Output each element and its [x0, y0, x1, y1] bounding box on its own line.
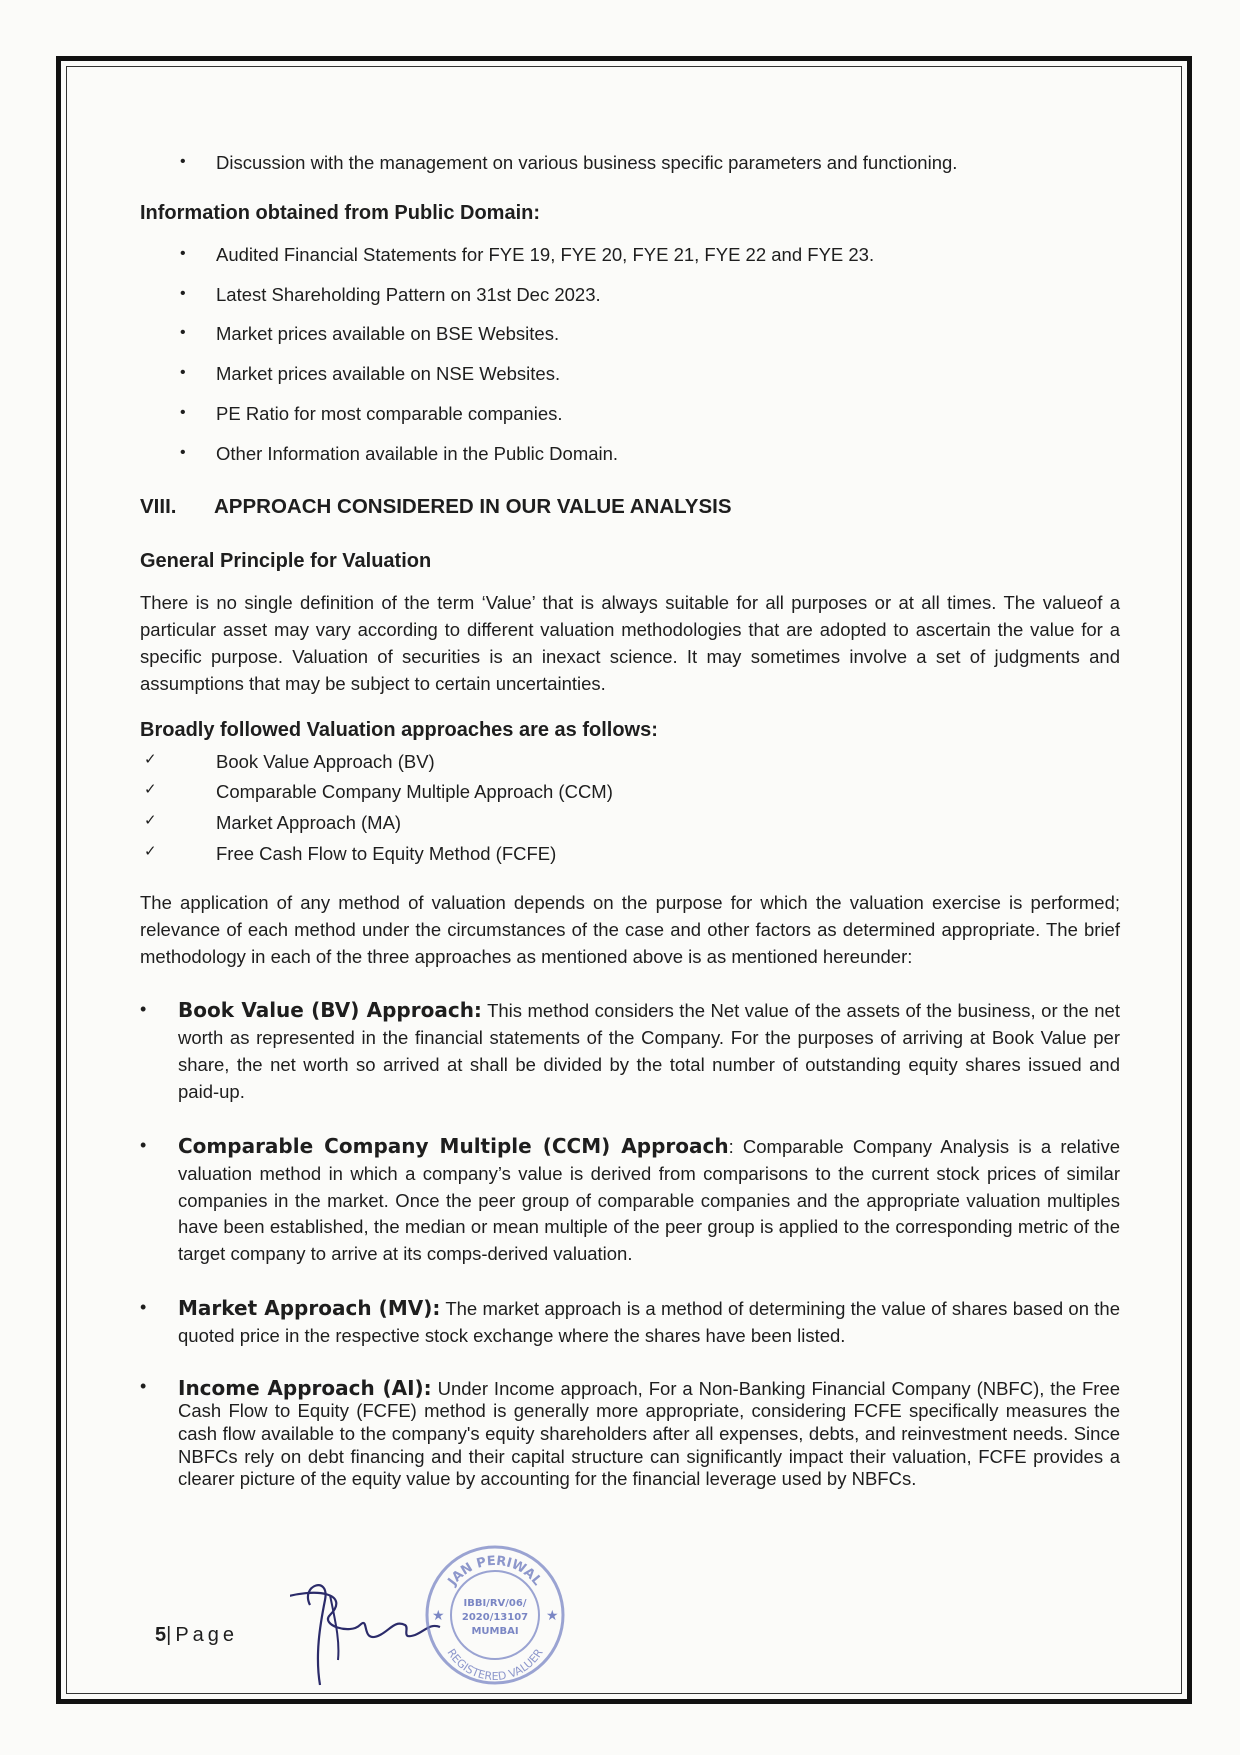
method-title: Market Approach (MV):	[178, 1296, 441, 1321]
section-title: APPROACH CONSIDERED IN OUR VALUE ANALYSIS	[214, 494, 732, 518]
list-item: • Other Information available in the Public Domain.	[140, 441, 1120, 468]
list-item: • Market prices available on NSE Websites.	[140, 361, 1120, 388]
approach-item: ✓ Free Cash Flow to Equity Method (FCFE)	[144, 842, 557, 865]
section-number: VIII.	[140, 494, 177, 518]
section-heading	[140, 492, 1120, 522]
checkmark-icon: ✓	[144, 811, 157, 830]
checkmark-icon: ✓	[144, 749, 157, 768]
general-principle-paragraph: There is no single definition of the term ‘Value’ that is always suitable for all purposes or at all times. The valueof a particular asset may vary according to different valuation methodologies that are adopted to ascertain the value for a specific purpose. Valuation of securities is an inexact science. It may sometimes involve a set of judgments and assumptions that may be subject to certain uncertainties.	[140, 592, 1120, 694]
page-footer	[155, 1624, 238, 1647]
stamp-line-2: 2020/13107	[461, 1612, 529, 1623]
page-number: 5	[155, 1624, 167, 1646]
list-item: • Latest Shareholding Pattern on 31st Dec 2023.	[140, 282, 1120, 309]
stamp-line-1: IBBI/RV/06/	[463, 1598, 527, 1609]
footer-separator: |	[166, 1624, 176, 1646]
valuer-seal-stamp	[420, 1540, 570, 1690]
method-text: : Comparable Company Analysis is a relative valuation method in which a company’s value is derived from comparisons to the current stock prices of similar companies in the market. Once the peer group of comparable companies and the appropriate valuation multiples have been established, the median or mean multiple of the peer group is applied to the corresponding metric of the target company to arrive at its comps-derived valuation.	[178, 1135, 1120, 1265]
page-label: Page	[175, 1624, 239, 1646]
method-book-value	[140, 996, 1120, 1105]
stamp-line-3: MUMBAI	[471, 1626, 519, 1637]
approach-item: ✓ Market Approach (MA)	[144, 811, 402, 834]
page-content	[140, 150, 1120, 1511]
list-item: • Market prices available on BSE Websites.	[140, 321, 1120, 348]
star-icon: ★	[432, 1608, 445, 1624]
approach-item: ✓ Book Value Approach (BV)	[144, 749, 435, 772]
list-item: • PE Ratio for most comparable companies.	[140, 401, 1120, 428]
method-comparable-company	[140, 1132, 1120, 1268]
star-icon: ★	[546, 1608, 559, 1624]
list-item: • Audited Financial Statements for FYE 19, FYE 20, FYE 21, FYE 22 and FYE 23.	[140, 242, 1120, 269]
approach-item: ✓ Comparable Company Multiple Approach (CCM)	[144, 780, 613, 803]
method-title: Comparable Company Multiple (CCM) Approach	[178, 1133, 729, 1158]
method-text: This method considers the Net value of the assets of the business, or the net worth as represented in the financial statements of the Company. For the purposes of arriving at Book Value per share, the net worth so arrived at shall be divided by the total number of outstanding equity shares issued and paid-up.	[178, 1000, 1120, 1102]
checkmark-icon: ✓	[144, 842, 157, 861]
method-income	[140, 1376, 1120, 1491]
method-market	[140, 1294, 1120, 1350]
svg-text:JAN PERIWAL: JAN PERIWAL	[445, 1553, 545, 1589]
svg-text:REGISTERED VALUER: REGISTERED VALUER	[444, 1646, 546, 1684]
method-title: Book Value (BV) Approach:	[178, 998, 482, 1023]
method-text: Under Income approach, For a Non-Banking Financial Company (NBFC), the Free Cash Flow to Equity (FCFE) method is generally more appropriate, considering FCFE specifically measures the cash flow available to the company's equity shareholders after all expenses, debts, and reinvestment needs. Since NBFCs rely on debt financing and their capital structure can significantly impact their valuation, FCFE provides a clearer picture of the equity value by accounting for the financial leverage used by NBFCs.	[178, 1377, 1120, 1490]
checkmark-icon: ✓	[144, 780, 157, 799]
method-title: Income Approach (AI):	[178, 1375, 432, 1400]
top-bullet: • Discussion with the management on various business specific parameters and functioning.	[140, 150, 1120, 177]
public-domain-heading: Information obtained from Public Domain:	[140, 201, 540, 224]
approaches-heading: Broadly followed Valuation approaches are as follows:	[140, 718, 658, 741]
method-text: The market approach is a method of determining the value of shares based on the quoted price in the respective stock exchange where the shares have been listed.	[178, 1298, 1121, 1347]
application-paragraph: The application of any method of valuation depends on the purpose for which the valuation exercise is performed; relevance of each method under the circumstances of the case and other factors as determined appropriate. The brief methodology in each of the three approaches as mentioned above is as mentioned hereunder:	[140, 891, 1120, 967]
general-principle-heading: General Principle for Valuation	[140, 550, 432, 573]
